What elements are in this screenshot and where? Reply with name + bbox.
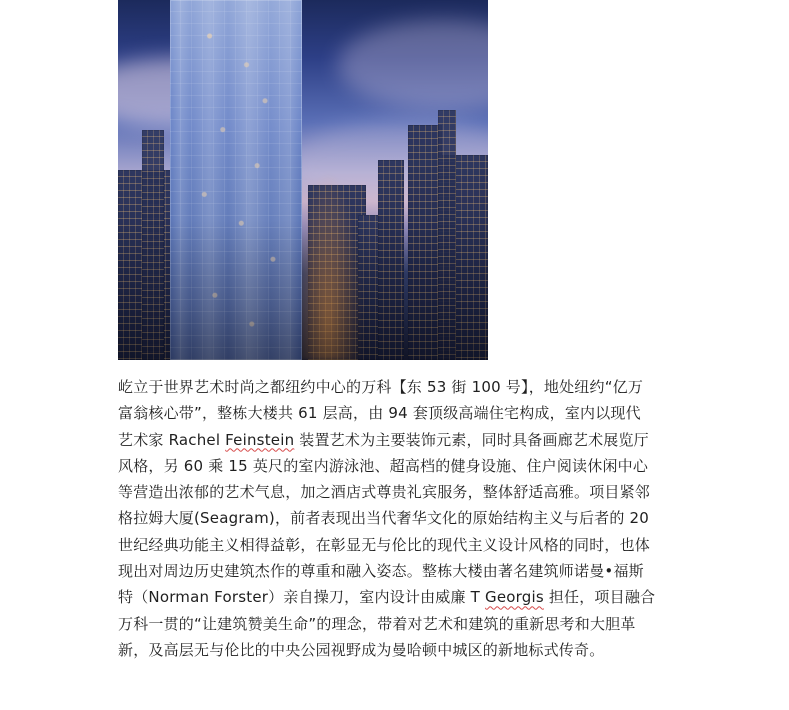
article-line: 风格，另 60 乘 15 英尺的室内游泳池、超高档的健身设施、住户阅读休闲中心 — [118, 456, 649, 475]
spellcheck-underline: Georgis — [485, 588, 544, 607]
article-photo — [118, 0, 488, 360]
article-line: 艺术家 Rachel Feinstein 装置艺术为主要装饰元素，同时具备画廊艺术展览厅 — [118, 430, 649, 449]
article-line: 现出对周边历史建筑杰作的尊重和融入姿态。整栋大楼由著名建筑师诺曼•福斯 — [118, 562, 644, 581]
article-line: 富翁核心带”，整栋大楼共 61 层高，由 94 套顶级高端住宅构成，室内以现代 — [118, 404, 641, 423]
article-line: 格拉姆大厦(Seagram)，前者表现出当代奢华文化的原始结构主义与后者的 20 — [118, 509, 649, 528]
article-text — [118, 374, 678, 663]
article-line: 等营造出浓郁的艺术气息，加之酒店式尊贵礼宾服务，整体舒适高雅。项目紧邻 — [118, 483, 651, 502]
sky-cloud — [338, 20, 488, 110]
article-line: 新，及高层无与伦比的中央公园视野成为曼哈顿中城区的新地标式传奇。 — [118, 640, 605, 659]
spellcheck-underline: Feinstein — [225, 430, 295, 449]
article-line: 屹立于世界艺术时尚之都纽约中心的万科【东 53 街 100 号】，地处纽约“亿万 — [118, 378, 644, 396]
bottom-haze — [118, 220, 488, 360]
article-line: 万科一贯的“让建筑赞美生命”的理念，带着对艺术和建筑的重新思考和大胆革 — [118, 614, 636, 633]
article-line: 世纪经典功能主义相得益彰，在彰显无与伦比的现代主义设计风格的同时，也体 — [118, 535, 651, 554]
article-line: 特（Norman Forster）亲自操刀，室内设计由威廉 T Georgis 担任，项目融合 — [118, 588, 656, 607]
